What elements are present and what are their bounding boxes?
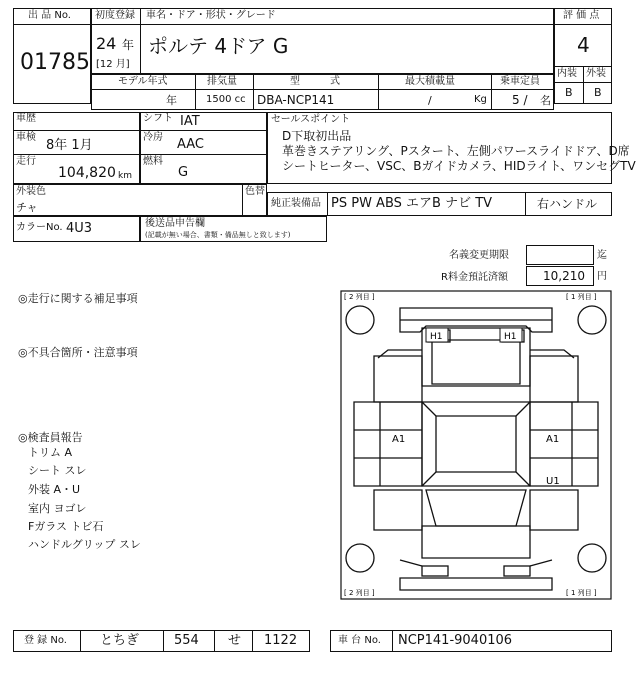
documents-note: (記載が無い場合、書類・備品無しと致します) [145,231,291,239]
history-label: 車歴 [16,113,36,124]
corner-label-top-right: [ 1 列目 ] [566,293,597,301]
color-no-value: 4U3 [66,221,93,236]
wheel-rear-right [578,306,606,334]
body-side-left [354,402,422,486]
interior-label: 内装 [557,68,577,79]
corner-label-bottom-right: [ 1 列目 ] [566,589,597,597]
inspector-line-5: Fガラス トビ石 [28,520,104,533]
divider [554,24,612,25]
divider [378,74,379,110]
divider [80,630,81,652]
wheel-front-right [578,544,606,572]
damage-mark-a1-right: A1 [546,434,560,445]
windshield [426,490,526,526]
capacity-unit: 名 [540,94,551,107]
type-label: 型 式 [290,76,340,87]
divider [392,630,393,652]
driving-notes-label: ◎走行に関する補足事項 [18,292,138,305]
max-load-slash: / [428,94,432,107]
reg-class: 554 [174,633,199,648]
exterior-grade: B [594,86,602,99]
front-bumper [400,578,552,590]
inspector-line-2: シート スレ [28,464,87,477]
divider [140,130,267,131]
reg-area: とちぎ [100,633,140,648]
divider [13,24,91,25]
damage-mark-a1-left: A1 [392,434,406,445]
reg-year-unit: 年 [122,38,135,52]
damage-mark-h1-left: H1 [430,332,443,342]
divider [253,74,254,110]
damage-mark-u1: U1 [546,476,560,487]
sales-line-2: 革巻きステアリング、Pスタート、左側パワースライドドア、D席 [282,144,630,158]
divider [140,154,267,155]
ext-color-box [13,184,267,216]
max-load-unit: Kg [474,94,487,105]
mileage-label: 走行 [16,156,36,167]
displacement-value: 1500 cc [206,94,246,105]
recycle-unit: 円 [597,271,607,282]
inspector-line-3: 外装 A・U [28,483,81,496]
reg-kana: せ [228,633,242,648]
reg-month: [12 月] [96,59,130,70]
shaken-value: 8年 1月 [46,138,93,153]
sales-point-label: セールスポイント [271,114,351,125]
ext-color-label: 外装色 [16,186,46,197]
reg-no-label: 登 録 No. [24,635,67,646]
fuel-value: G [178,165,189,180]
divider [163,630,164,652]
rating-score: 4 [577,33,590,57]
hood [422,526,530,558]
chassis-label: 車 台 No. [338,635,381,646]
sales-line-3: シートヒーター、VSC、Bガイドカメラ、HIDライト、ワンセグTV [282,159,636,173]
divider [491,74,492,110]
shift-value: IAT [180,114,200,129]
divider [13,130,140,131]
damage-mark-h1-right: H1 [504,332,517,342]
max-load-label: 最大積載量 [405,76,455,87]
interior-grade: B [565,86,573,99]
body-side-right [530,402,598,486]
corner-label-top-left: [ 2 列目 ] [344,293,375,301]
car-name: ポルテ 4ドア G [148,34,289,58]
defect-notes-label: ◎不具合箇所・注意事項 [18,346,138,359]
front-fender-right [530,490,578,530]
ext-color-value: チャ [16,201,38,214]
reg-number: 1122 [264,633,298,648]
reg-year: 24 [96,34,117,53]
rating-label: 評 価 点 [563,10,600,21]
model-year-unit: 年 [166,94,177,107]
divider [583,66,584,104]
divider [252,630,253,652]
displacement-label: 排気量 [207,76,237,87]
name-change-field [526,245,594,265]
capacity-value: 5 / [512,93,528,107]
corner-label-bottom-left: [ 2 列目 ] [344,589,375,597]
shaken-label: 車検 [16,132,36,143]
lot-label: 出 品 No. [28,10,71,21]
lot-number: 01785 [20,50,90,75]
inspector-line-4: 室内 ヨゴレ [28,502,87,515]
front-fender-left [374,490,422,530]
recycle-value: 10,210 [543,269,585,283]
exterior-label: 外装 [586,68,606,79]
fuel-label: 燃料 [143,156,163,167]
roof [422,402,530,486]
rear-quarter-right [530,356,578,402]
divider [195,74,196,110]
inspector-line-1: トリム A [28,446,73,459]
car-name-label: 車名・ドア・形状・グレード [146,10,276,21]
sales-line-1: D下取初出品 [282,129,352,143]
divider [91,89,554,90]
divider [214,630,215,652]
chassis-number: NCP141-9040106 [398,633,513,648]
name-change-label: 名義変更期限 [449,250,509,261]
ac-value: AAC [177,137,204,152]
documents-label: 後送品申告欄 [145,218,205,229]
divider [242,184,243,216]
model-year-label: モデル年式 [118,76,168,87]
steering-value: 右ハンドル [537,197,598,211]
wheel-front-left [346,544,374,572]
mileage-value: 104,820 [58,165,116,181]
equipment-label: 純正装備品 [271,198,321,209]
head-lamp-left [422,566,448,576]
inspector-line-6: ハンドルグリップ スレ [28,538,141,551]
divider [13,154,140,155]
recolor-label: 色替 [245,186,265,197]
rear-quarter-left [374,356,422,402]
color-no-label: カラーNo. [16,222,63,233]
mileage-unit: km [118,171,132,181]
inspector-report-label: ◎検査員報告 [18,431,83,444]
divider [525,192,526,216]
head-lamp-right [504,566,530,576]
first-reg-label: 初度登録 [95,10,135,21]
type-value: DBA-NCP141 [257,93,335,107]
divider [327,192,328,216]
ac-label: 冷房 [143,132,163,143]
recycle-label: R料金預託済額 [441,272,508,283]
capacity-label: 乗車定員 [500,76,540,87]
shift-label: シフト [143,113,173,124]
equipment-value: PS PW ABS エアB ナビ TV [331,196,493,211]
car-outline [346,306,606,590]
divider [91,24,554,25]
wheel-rear-left [346,306,374,334]
car-damage-diagram [340,290,612,600]
divider [140,8,141,74]
name-change-unit: 迄 [597,250,607,261]
